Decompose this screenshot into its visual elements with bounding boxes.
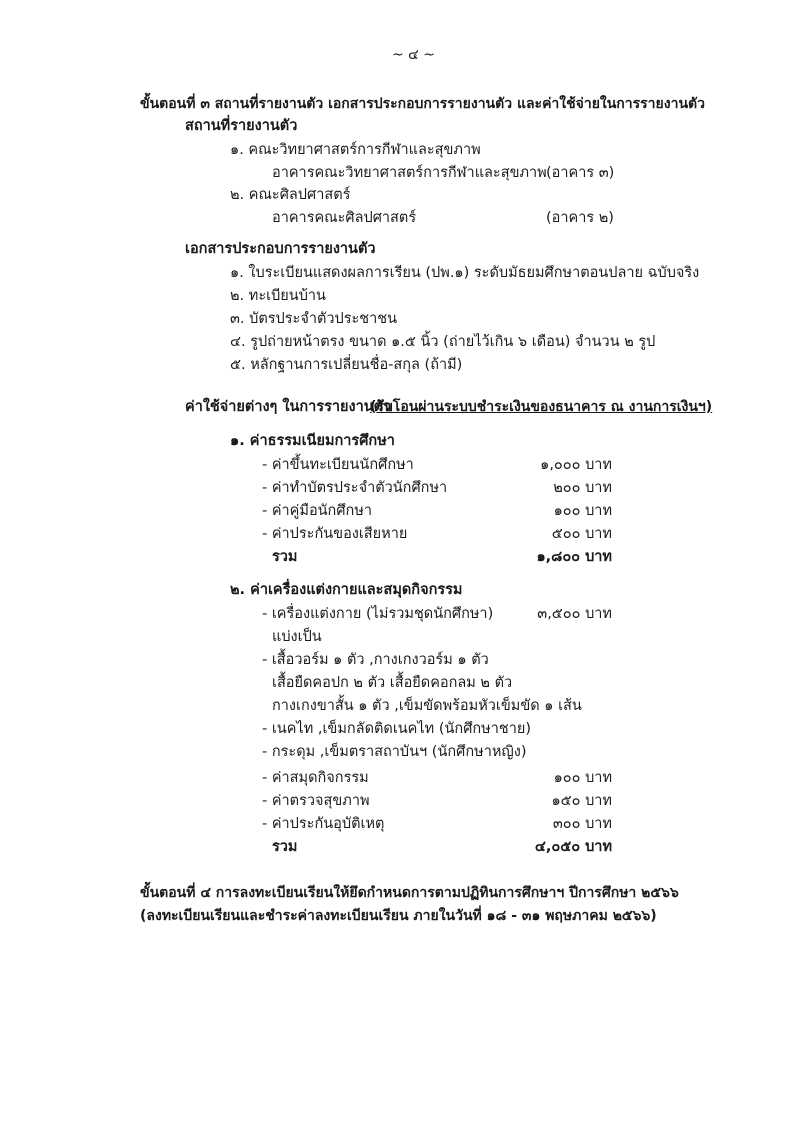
uniform-line-amount: ๓๐๐ บาท	[552, 816, 612, 832]
step4-note: (ลงทะเบียนเรียนและชำระค่าลงทะเบียนเรียน ภายในวันที่ ๑๘ - ๓๑ พฤษภาคม ๒๕๖๖)	[140, 908, 657, 924]
uniform-total-label: รวม	[272, 839, 298, 855]
document-item: ๕. หลักฐานการเปลี่ยนชื่อ-สกุล (ถ้ามี)	[230, 357, 463, 373]
uniform-line: - ค่าสมุดกิจกรรม	[262, 770, 369, 786]
uniform-line: - ค่าตรวจสุขภาพ	[262, 793, 370, 809]
fee-item-amount: ๒๐๐ บาท	[553, 480, 612, 496]
step3-heading: ขั้นตอนที่ ๓ สถานที่รายงานตัว เอกสารประกอบการรายงานตัว และค่าใช้จ่ายในการรายงานตัว	[140, 96, 705, 112]
document-item: ๔. รูปถ่ายหน้าตรง ขนาด ๑.๕ นิ้ว (ถ่ายไว้เกิน ๖ เดือน) จำนวน ๒ รูป	[230, 334, 656, 350]
expenses-title: ค่าใช้จ่ายต่างๆ ในการรายงานตัว	[185, 399, 392, 415]
uniform-line: - เสื้อวอร์ม ๑ ตัว ,กางเกงวอร์ม ๑ ตัว	[262, 652, 489, 668]
uniform-line: - ค่าประกันอุบัติเหตุ	[262, 816, 385, 832]
uniform-line: - เนคไท ,เข็มกลัดติดเนคไท (นักศึกษาชาย)	[262, 721, 532, 737]
payment-note: (รับโอนผ่านระบบชำระเงินของธนาคาร ณ งานการเงินฯ)	[370, 399, 713, 415]
document-item: ๒. ทะเบียนบ้าน	[230, 288, 326, 304]
location-item-label: ๒. คณะศิลปศาสตร์	[230, 187, 351, 203]
document-item: ๑. ใบระเบียนแสดงผลการเรียน (ปพ.๑) ระดับมัธยมศึกษาตอนปลาย ฉบับจริง	[230, 265, 700, 281]
uniform-line-amount: ๓,๕๐๐ บาท	[537, 606, 612, 622]
location-item-label: ๑. คณะวิทยาศาสตร์การกีฬาและสุขภาพ	[230, 142, 481, 158]
fees-title: ๑. ค่าธรรมเนียมการศึกษา	[230, 433, 395, 449]
page-number: ~ ๔ ~	[392, 47, 435, 63]
uniform-line: - กระดุม ,เข็มตราสถาบันฯ (นักศึกษาหญิง)	[262, 744, 527, 760]
location-item-building: อาคารคณะวิทยาศาสตร์การกีฬาและสุขภาพ	[272, 165, 547, 181]
fee-item-label: - ค่าขึ้นทะเบียนนักศึกษา	[262, 457, 414, 473]
document-item: ๓. บัตรประจำตัวประชาชน	[230, 311, 398, 327]
fees-total-amount: ๑,๘๐๐ บาท	[536, 549, 612, 565]
fee-item-label: - ค่าคู่มือนักศึกษา	[262, 503, 373, 519]
uniform-line: กางเกงขาสั้น ๑ ตัว ,เข็มขัดพร้อมหัวเข็มขัด ๑ เส้น	[272, 698, 582, 714]
fee-item-amount: ๕๐๐ บาท	[551, 526, 612, 542]
documents-title: เอกสารประกอบการรายงานตัว	[185, 241, 376, 257]
location-title: สถานที่รายงานตัว	[185, 118, 298, 134]
uniform-line: แบ่งเป็น	[272, 629, 322, 645]
uniform-line-amount: ๑๕๐ บาท	[551, 793, 612, 809]
uniform-line: เสื้อยืดคอปก ๒ ตัว เสื้อยืดคอกลม ๒ ตัว	[272, 675, 513, 691]
location-item-building: อาคารคณะศิลปศาสตร์	[272, 210, 417, 226]
uniform-line-amount: ๑๐๐ บาท	[553, 770, 612, 786]
fee-item-amount: ๑๐๐ บาท	[553, 503, 612, 519]
step4-heading: ขั้นตอนที่ ๔ การลงทะเบียนเรียนให้ยึดกำหนดการตามปฏิทินการศึกษาฯ ปีการศึกษา ๒๕๖๖	[140, 885, 679, 901]
uniform-line: - เครื่องแต่งกาย (ไม่รวมชุดนักศึกษา)	[262, 606, 494, 622]
location-item-code: (อาคาร ๒)	[546, 210, 614, 226]
uniform-title: ๒. ค่าเครื่องแต่งกายและสมุดกิจกรรม	[230, 582, 463, 598]
fee-item-label: - ค่าทำบัตรประจำตัวนักศึกษา	[262, 480, 448, 496]
location-item-code: (อาคาร ๓)	[546, 165, 615, 181]
fee-item-label: - ค่าประกันของเสียหาย	[262, 526, 408, 542]
fees-total-label: รวม	[272, 549, 298, 565]
uniform-total-amount: ๔,๐๕๐ บาท	[534, 839, 612, 855]
fee-item-amount: ๑,๐๐๐ บาท	[540, 457, 612, 473]
